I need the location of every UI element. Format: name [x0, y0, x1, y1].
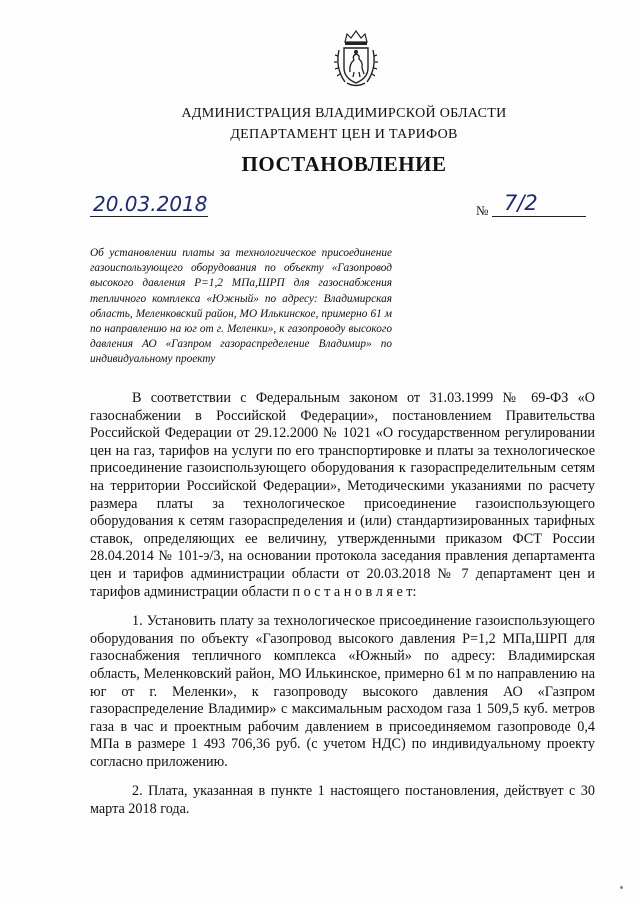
document-subject: Об установлении платы за технологическое присоединение газоиспользующего оборудования по объекту «Газопровод высокого давления Р=1,2 МПа,ШРП для газоснабжения тепличного комплекса «Южный» по адресу: Владимирская область, Меленковский район, МО Илькинское, примерно 61 м по направлению на юг от г. Меленки», к газопроводу высокого давления АО «Газпром газораспределение Владимир» по индивидуальному проекту: [90, 247, 392, 366]
resolution-item-2: 2. Плата, указанная в пункте 1 настоящего постановления, действует с 30 марта 2018 года.: [90, 783, 595, 818]
date-underline: [90, 216, 208, 217]
preamble-paragraph: В соответствии с Федеральным законом от 31.03.1999 № 69-ФЗ «О газоснабжении в Российской Федерации», постановлением Правительства Российской Федерации от 29.12.2000 № 1021 «О государственном регулировании цен на газ, тарифов на услуги по его транспортировке и платы за технологическое присоединение газоиспользующего оборудования к газораспределительным сетям на территории Российской Федерации», Методическими указаниями по расчету размера платы за технологическое присоединение газоиспользующего оборудования к сетям газораспределения и (или) стандартизированных тарифных ставок, определяющих ее величину, утвержденными приказом ФСТ России 28.04.2014 № 101-э/3, на основании протокола заседания правления департамента цен и тарифов администрации области от 20.03.2018 № 7 департамент цен и тарифов администрации области п о с т а н о в л я е т:: [90, 390, 595, 600]
resolution-item-1: 1. Установить плату за технологическое присоединение газоиспользующего оборудования по объекту «Газопровод высокого давления Р=1,2 МПа,ШРП для газоснабжения тепличного комплекса «Южный» по адресу: Владимирская область, Меленковский район, МО Илькинское, примерно 61 м по направлению на юг от г. Меленки», к газопроводу высокого давления АО «Газпром газораспределение Владимир» с максимальным расходом газа 1 509,5 куб. метров газа в час и проектным рабочим давлением в присоединяемом газопроводе 0,4 МПа в размере 1 493 706,36 руб. (с учетом НДС) по индивидуальному проекту согласно приложению.: [90, 613, 595, 770]
organization-name: АДМИНИСТРАЦИЯ ВЛАДИМИРСКОЙ ОБЛАСТИ: [181, 106, 507, 121]
number-underline: [492, 216, 586, 217]
number-sign: №: [476, 203, 489, 218]
document-date: 20.03.2018: [93, 192, 208, 216]
coat-of-arms-icon: [333, 28, 379, 90]
document-body: [90, 390, 595, 819]
department-name: ДЕПАРТАМЕНТ ЦЕН И ТАРИФОВ: [230, 127, 458, 142]
scan-speck: [620, 886, 623, 889]
document-type-title: ПОСТАНОВЛЕНИЕ: [241, 152, 447, 176]
document-number: 7/2: [504, 191, 538, 215]
